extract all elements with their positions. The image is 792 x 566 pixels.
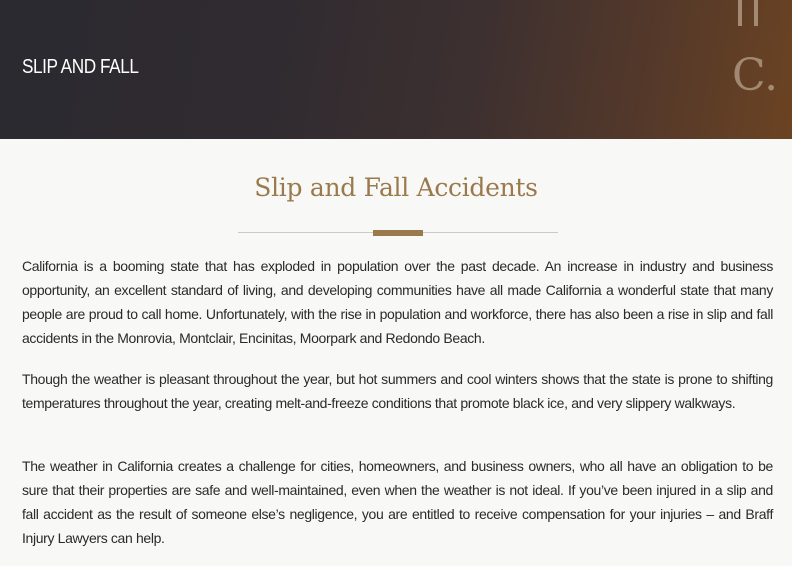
hero-background-lettering — [730, 0, 792, 139]
heading-divider-accent — [373, 230, 423, 236]
section-heading: Slip and Fall Accidents — [254, 173, 538, 202]
paragraph-liability: The weather in California creates a challenge for cities, homeowners, and business owners, who all have an obligation to be sure that their properties are safe and well-maintained, even when the weather is not ideal. If you’ve been injured in a slip and fall accident as the result of someone else’s negligence, you are entitled to receive compensation for your injuries – and Braff Injury Lawyers can help. — [22, 458, 773, 546]
paragraph-population: California is a booming state that has exploded in population over the past decade. An increase in industry and business opportunity, an excellent standard of living, and developing communities have all made California a wonderful state that many people are proud to call home. Unfortunately, with the rise in population and workforce, there has also been a rise in slip and fall accidents in the Monrovia, Montclair, Encinitas, Moorpark and Redondo Beach. — [22, 258, 773, 346]
main-content — [0, 139, 792, 566]
hero-banner — [0, 0, 792, 139]
page-title: SLIP AND FALL — [22, 56, 139, 78]
paragraph-weather: Though the weather is pleasant throughout the year, but hot summers and cool winters shows that the state is prone to shifting temperatures throughout the year, creating melt-and-freeze conditions that promote black ice, and very slippery walkways. — [22, 371, 773, 411]
hero-lettering-text: C. — [732, 50, 779, 101]
